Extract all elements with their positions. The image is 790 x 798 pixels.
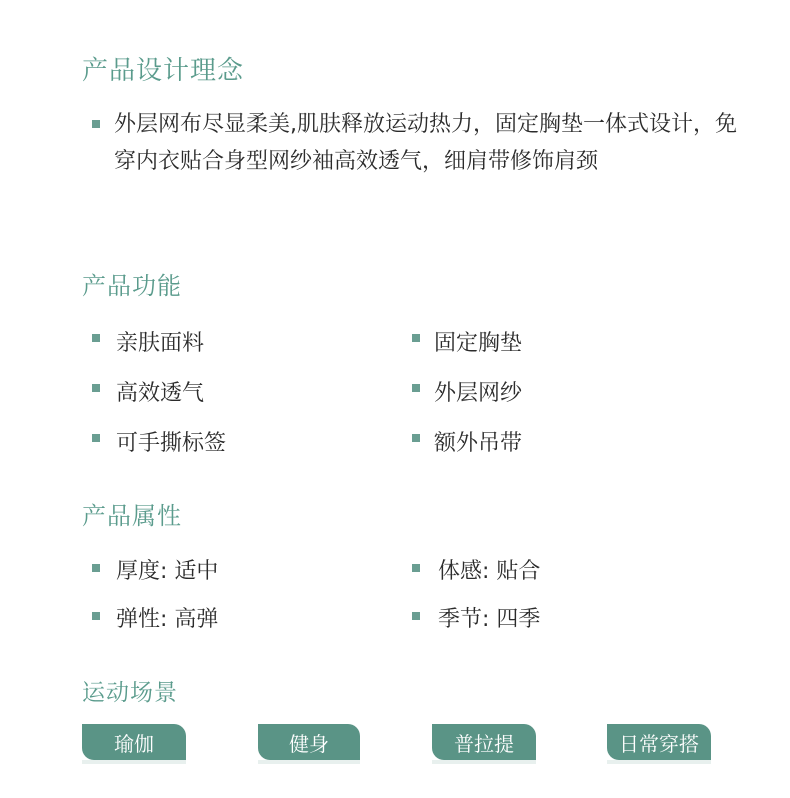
scenes-title: 运动场景 — [82, 680, 178, 706]
bullet-icon — [412, 384, 420, 392]
scene-tag-fitness: 健身 — [258, 724, 360, 760]
attribute-item: 季节: 四季 — [438, 607, 541, 632]
scene-tag-yoga: 瑜伽 — [82, 724, 186, 760]
function-item: 外层网纱 — [434, 381, 523, 406]
functions-title: 产品功能 — [82, 272, 182, 300]
bullet-icon — [92, 120, 100, 128]
bullet-icon — [92, 384, 100, 392]
function-item: 额外吊带 — [434, 431, 523, 456]
function-item: 可手撕标签 — [116, 431, 227, 456]
design-concept-text: 外层网布尽显柔美,肌肤释放运动热力，固定胸垫一体式设计，免穿内衣贴合身型网纱袖高效透气，细肩带修饰肩颈 — [114, 112, 737, 174]
function-item: 亲肤面料 — [116, 331, 205, 356]
bullet-icon — [412, 564, 420, 572]
scene-tag-pilates: 普拉提 — [432, 724, 536, 760]
function-item: 高效透气 — [116, 381, 205, 406]
function-item: 固定胸垫 — [434, 331, 523, 356]
scene-tag-daily-wear: 日常穿搭 — [607, 724, 711, 760]
attribute-item: 厚度: 适中 — [116, 559, 219, 584]
bullet-icon — [92, 564, 100, 572]
bullet-icon — [412, 434, 420, 442]
bullet-icon — [412, 612, 420, 620]
attributes-title: 产品属性 — [82, 502, 182, 530]
attribute-item: 弹性: 高弹 — [116, 607, 219, 632]
bullet-icon — [92, 434, 100, 442]
bullet-icon — [92, 612, 100, 620]
bullet-icon — [92, 334, 100, 342]
design-concept-title: 产品设计理念 — [82, 56, 245, 86]
bullet-icon — [412, 334, 420, 342]
attribute-item: 体感: 贴合 — [438, 559, 541, 584]
